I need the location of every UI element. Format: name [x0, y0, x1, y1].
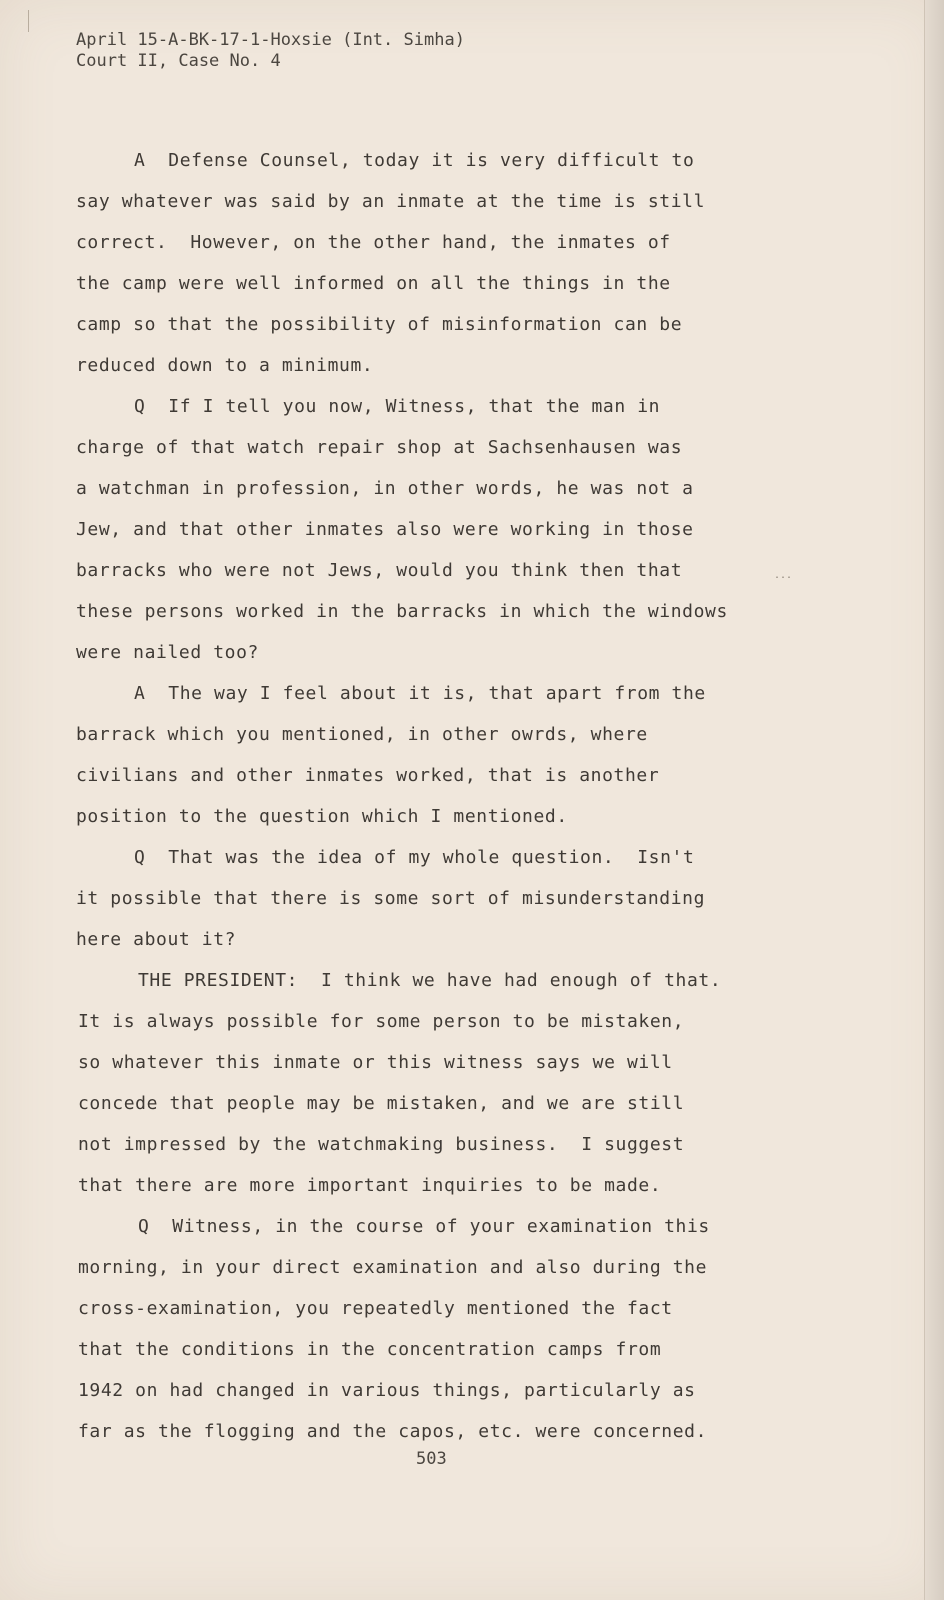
text-line: correct. However, on the other hand, the inmates of [76, 232, 671, 253]
margin-tick [28, 10, 29, 32]
text-line: that the conditions in the concentration camps from [78, 1339, 662, 1360]
text-line: not impressed by the watchmaking business. I suggest [78, 1134, 685, 1155]
text-line: that there are more important inquiries to be made. [78, 1175, 662, 1196]
text-line: THE PRESIDENT: I think we have had enough of that. [138, 970, 722, 991]
text-line: camp so that the possibility of misinformation can be [76, 314, 683, 335]
text-line: the camp were well informed on all the things in the [76, 273, 671, 294]
text-line: barracks who were not Jews, would you think then that [76, 560, 683, 581]
text-line: Jew, and that other inmates also were working in those [76, 519, 694, 540]
header-line-1: April 15-A-BK-17-1-Hoxsie (Int. Simha) [76, 30, 465, 50]
text-line: Q That was the idea of my whole question. Isn't [134, 847, 695, 868]
text-line: A The way I feel about it is, that apart from the [134, 683, 706, 704]
text-line: these persons worked in the barracks in which the windows [76, 601, 728, 622]
text-line: Q If I tell you now, Witness, that the man in [134, 396, 661, 417]
text-line: barrack which you mentioned, in other owrds, where [76, 724, 648, 745]
page-number: 503 [416, 1449, 447, 1469]
text-line: so whatever this inmate or this witness says we will [78, 1052, 673, 1073]
text-line: Q Witness, in the course of your examination this [138, 1216, 710, 1237]
text-line: were nailed too? [76, 642, 259, 663]
page-edge [924, 0, 944, 1600]
margin-mark: ... [774, 570, 793, 581]
text-line: 1942 on had changed in various things, particularly as [78, 1380, 696, 1401]
text-line: reduced down to a minimum. [76, 355, 374, 376]
text-line: cross-examination, you repeatedly mentioned the fact [78, 1298, 673, 1319]
text-line: A Defense Counsel, today it is very difficult to [134, 150, 695, 171]
text-line: a watchman in profession, in other words, he was not a [76, 478, 694, 499]
text-line: morning, in your direct examination and also during the [78, 1257, 708, 1278]
text-line: it possible that there is some sort of misunderstanding [76, 888, 706, 909]
document-header [76, 30, 465, 72]
text-line: position to the question which I mentioned. [76, 806, 568, 827]
header-line-2: Court II, Case No. 4 [76, 51, 281, 71]
text-line: charge of that watch repair shop at Sachsenhausen was [76, 437, 683, 458]
text-line: far as the flogging and the capos, etc. were concerned. [78, 1421, 708, 1442]
text-line: civilians and other inmates worked, that is another [76, 765, 660, 786]
text-line: It is always possible for some person to be mistaken, [78, 1011, 685, 1032]
text-line: here about it? [76, 929, 237, 950]
text-line: say whatever was said by an inmate at the time is still [76, 191, 706, 212]
text-line: concede that people may be mistaken, and we are still [78, 1093, 685, 1114]
